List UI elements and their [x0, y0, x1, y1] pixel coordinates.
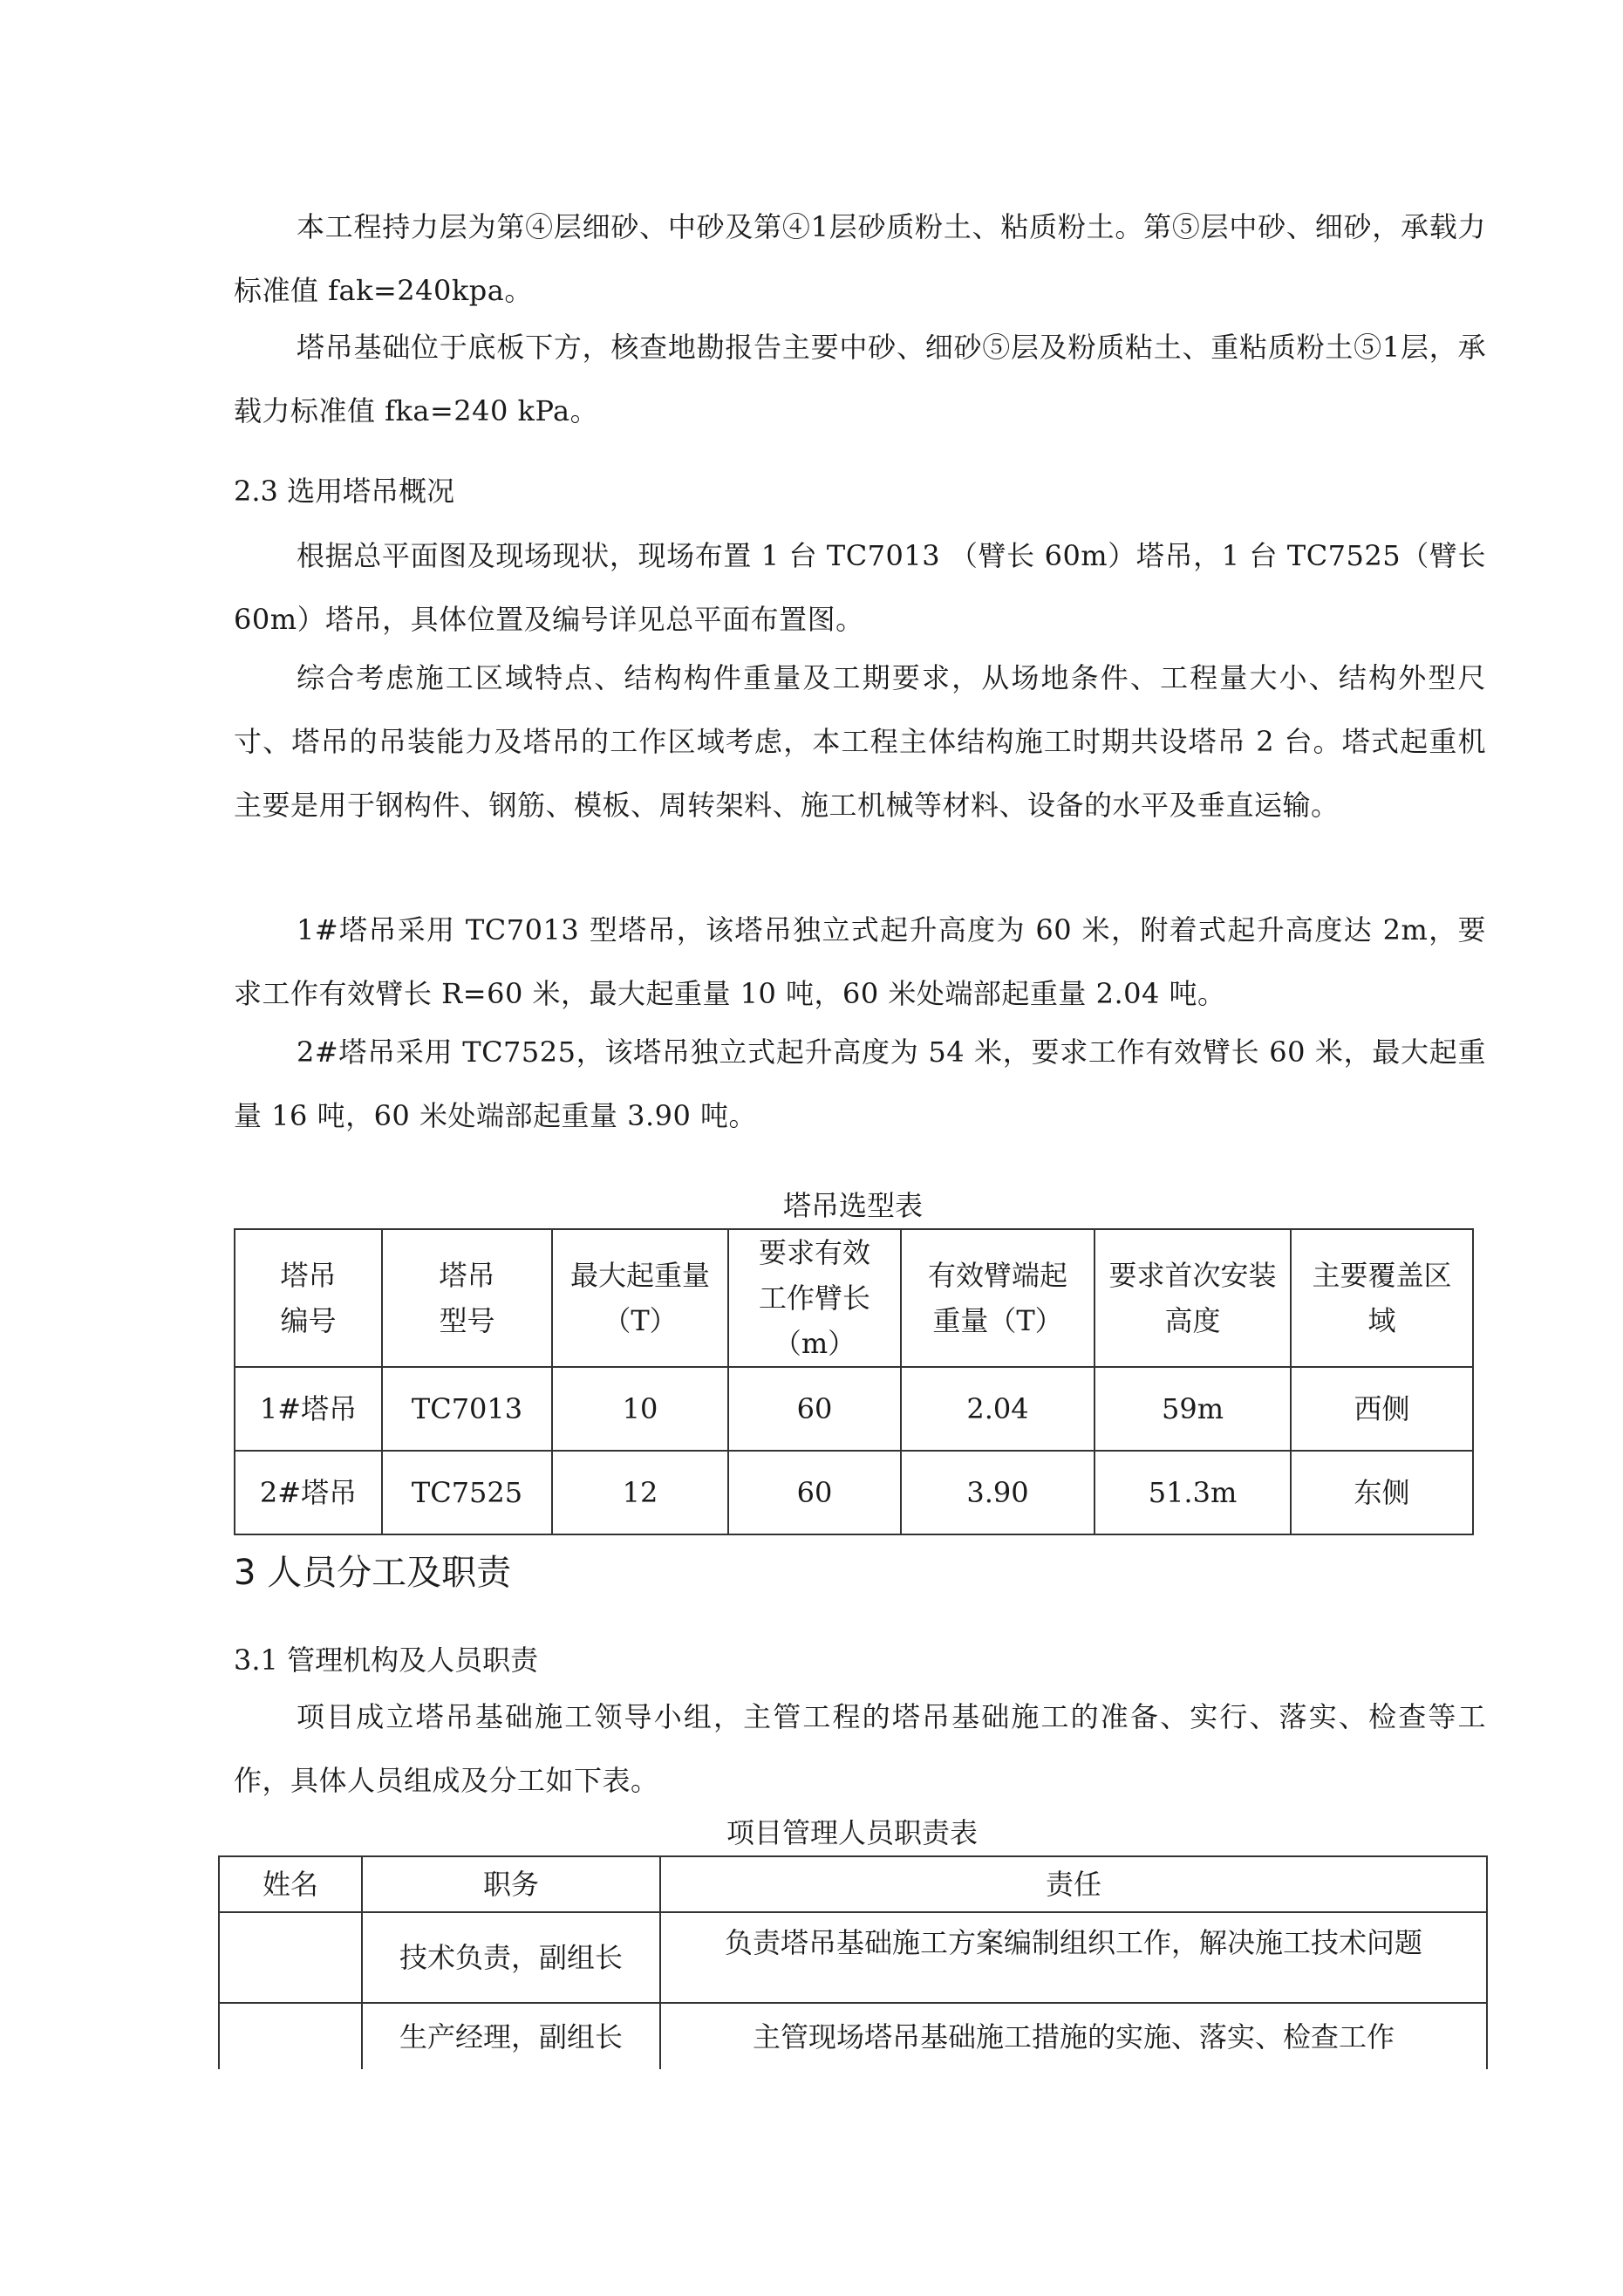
cell-coverage-area: 西侧: [1291, 1367, 1473, 1451]
header-crane-number: 塔吊 编号: [235, 1229, 382, 1367]
cell-crane-model: TC7013: [382, 1367, 552, 1451]
paragraph-crane-foundation: 塔吊基础位于底板下方，核查地勘报告主要中砂、细砂⑤层及粉质粘土、重粘质粉土⑤1层，承载力标准值 fka=240 kPa。: [234, 331, 1486, 427]
cell-max-lifting-weight: 10: [552, 1367, 728, 1451]
header-coverage-area: 主要覆盖区 域: [1291, 1229, 1473, 1367]
header-position: 职务: [362, 1856, 660, 1912]
staff-responsibility-table: [218, 1855, 1488, 2069]
paragraph-leadership-group: 项目成立塔吊基础施工领导小组，主管工程的塔吊基础施工的准备、实行、落实、检查等工作，具体人员组成及分工如下表。: [234, 1700, 1486, 1797]
paragraph-site-layout: 根据总平面图及现场现状，现场布置 1 台 TC7013 （臂长 60m）塔吊，1 台 TC7525（臂长 60m）塔吊，具体位置及编号详见总平面布置图。: [234, 539, 1486, 636]
cell-coverage-area: 东侧: [1291, 1451, 1473, 1534]
section-heading-2-3: 2.3 选用塔吊概况: [234, 475, 455, 508]
cell-install-height: 51.3m: [1095, 1451, 1291, 1534]
crane-table-caption: 塔吊选型表: [782, 1189, 923, 1222]
cell-jib-length: 60: [728, 1451, 901, 1534]
cell-name: [219, 2003, 362, 2069]
header-max-lifting-weight: 最大起重量 （T）: [552, 1229, 728, 1367]
cell-position: 技术负责，副组长: [362, 1912, 660, 2003]
crane-table-header-row: [235, 1229, 1473, 1367]
header-tip-load: 有效臂端起 重量（T）: [901, 1229, 1095, 1367]
paragraph-bearing-layer: 本工程持力层为第④层细砂、中砂及第④1层砂质粉土、粘质粉土。第⑤层中砂、细砂，承载力标准值 fak=240kpa。: [234, 210, 1486, 307]
table-row: [235, 1367, 1473, 1451]
paragraph-crane-1: 1#塔吊采用 TC7013 型塔吊，该塔吊独立式起升高度为 60 米，附着式起升高度达 2m，要求工作有效臂长 R=60 米，最大起重量 10 吨，60 米处端部起重量 2.04 吨。: [234, 913, 1486, 1010]
staff-table-caption: 项目管理人员职责表: [726, 1816, 978, 1849]
cell-crane-number: 2#塔吊: [235, 1451, 382, 1534]
cell-tip-load: 3.90: [901, 1451, 1095, 1534]
table-row: [219, 2003, 1487, 2069]
header-responsibility: 责任: [660, 1856, 1487, 1912]
cell-responsibility: 主管现场塔吊基础施工措施的实施、落实、检查工作: [660, 2003, 1487, 2069]
paragraph-crane-2: 2#塔吊采用 TC7525，该塔吊独立式起升高度为 54 米，要求工作有效臂长 60 米，最大起重量 16 吨，60 米处端部起重量 3.90 吨。: [234, 1035, 1486, 1132]
section-heading-3-1: 3.1 管理机构及人员职责: [234, 1643, 539, 1677]
section-heading-3: 3 人员分工及职责: [234, 1553, 512, 1593]
cell-crane-model: TC7525: [382, 1451, 552, 1534]
cell-max-lifting-weight: 12: [552, 1451, 728, 1534]
cell-tip-load: 2.04: [901, 1367, 1095, 1451]
paragraph-selection-considerations: 综合考虑施工区域特点、结构构件重量及工期要求，从场地条件、工程量大小、结构外型尺寸、塔吊的吊装能力及塔吊的工作区域考虑，本工程主体结构施工时期共设塔吊 2 台。塔式起重机主要是用于钢构件、钢筋、模板、周转架料、施工机械等材料、设备的水平及垂直运输。: [234, 661, 1486, 822]
crane-selection-table: [234, 1228, 1474, 1535]
cell-jib-length: 60: [728, 1367, 901, 1451]
cell-responsibility: 负责塔吊基础施工方案编制组织工作，解决施工技术问题: [660, 1912, 1487, 2003]
staff-table-header-row: [219, 1856, 1487, 1912]
header-crane-model: 塔吊 型号: [382, 1229, 552, 1367]
table-row: [219, 1912, 1487, 2003]
cell-crane-number: 1#塔吊: [235, 1367, 382, 1451]
header-required-jib-length: 要求有效 工作臂长 （m）: [728, 1229, 901, 1367]
header-name: 姓名: [219, 1856, 362, 1912]
cell-name: [219, 1912, 362, 2003]
header-first-install-height: 要求首次安装 高度: [1095, 1229, 1291, 1367]
table-row: [235, 1451, 1473, 1534]
cell-install-height: 59m: [1095, 1367, 1291, 1451]
cell-position: 生产经理，副组长: [362, 2003, 660, 2069]
